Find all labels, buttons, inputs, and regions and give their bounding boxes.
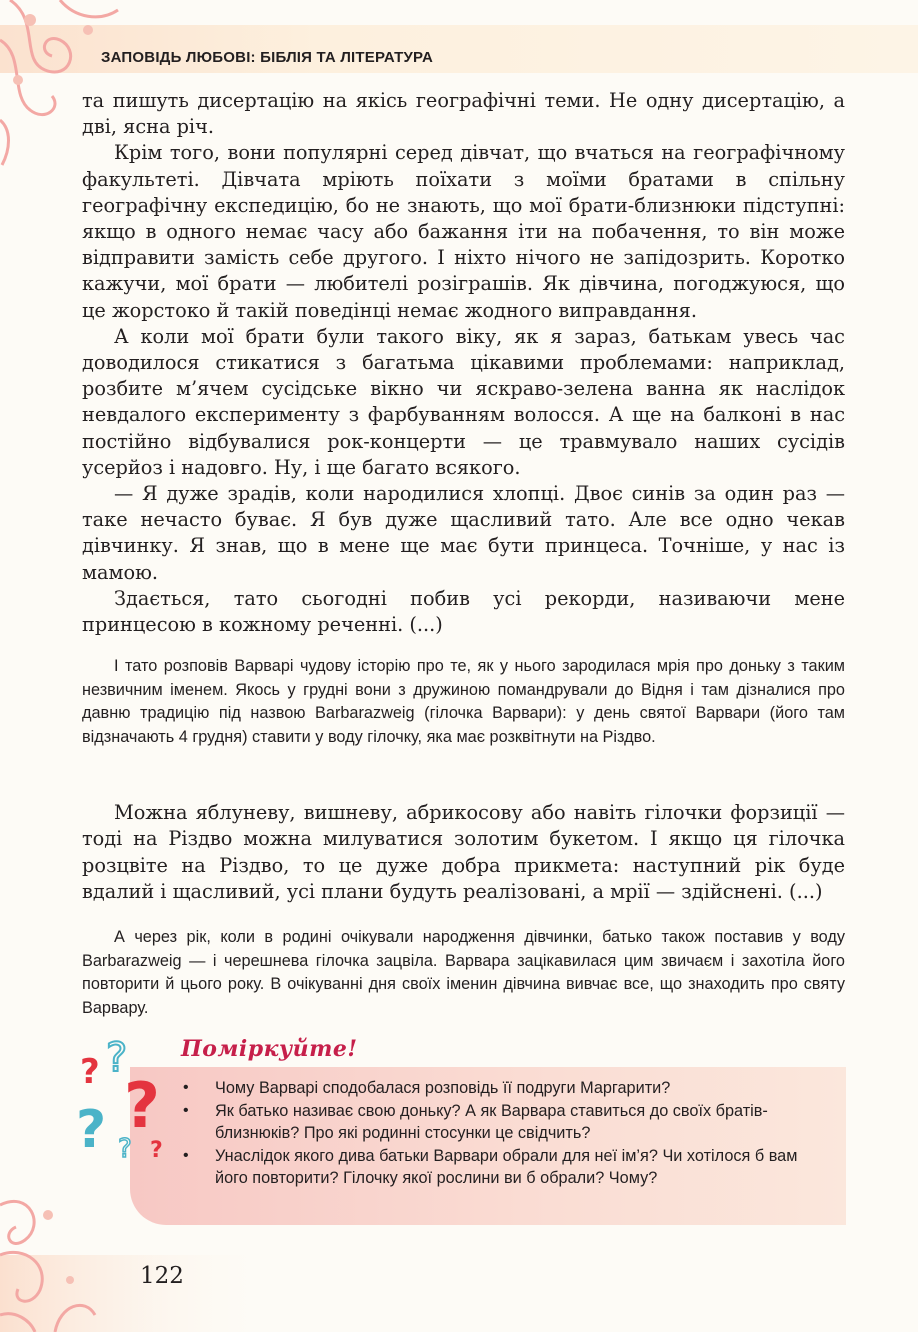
question-text: Чому Варварі сподобалася розповідь її подруги Маргарити?	[215, 1079, 671, 1097]
page-number: 122	[140, 1263, 184, 1289]
paragraph: Крім того, вони популярні серед дівчат, що вчаться на географічному факультеті. Дівчата мріють поїхати з моїми братами в спільну географічну експедицію, бо не знають, що мої брати-близнюки підступні: якщо в одного немає часу або бажання іти на побачення, то він може відправити замість себе другого. І ніхто нічого не запідозрить. Коротко кажучи, мої брати — любителі розіграшів. Як дівчина, погоджуюся, що це жорстоко й такій поведінці немає жодного виправдання.	[82, 141, 845, 322]
narrative-note	[82, 926, 845, 1020]
svg-text:?: ?	[106, 1035, 128, 1081]
bullet: •	[183, 1079, 189, 1096]
question-text: Унаслідок якого дива батьки Варвари обрали для неї ім’я? Чи хотілося б вам його повторити? Гілочку якої рослини ви б обрали? Чому?	[215, 1146, 798, 1188]
note-text: А через рік, коли в родині очікували народження дівчинки, батько також поставив у воду Barbarazweig — і черешнева гілочка зацвіла. Варвара зацікавилася цим звичаєм і захотіла його повторити й цього року. В очікуванні дня своїх іменин дівчина вивчає все, що знаходить про святу Варвару.	[82, 928, 845, 1017]
running-head: ЗАПОВІДЬ ЛЮБОВІ: БІБЛІЯ ТА ЛІТЕРАТУРА	[101, 49, 433, 66]
paragraph: Можна яблуневу, вишневу, абрикосову або навіть гілочки форзиції — тоді на Різдво можна милуватися золотим букетом. І якщо ця гілочка розцвіте на Різдво, то це дуже добра прикмета: наступний рік буде вдалий і щасливий, усі плани будуть реалізовані, а мрії — здійснені. (...)	[82, 801, 845, 903]
paragraph: та пишуть дисертацію на якісь географічні теми. Не одну дисертацію, а дві, ясна річ.	[82, 89, 845, 139]
bullet: •	[183, 1146, 189, 1164]
paragraph: Здається, тато сьогодні побив усі рекорди, називаючи мене принцесою в кожному реченні. (...)	[82, 586, 845, 637]
question-marks-icon	[72, 1035, 187, 1160]
think-title: Поміркуйте!	[181, 1036, 358, 1062]
question-item	[181, 1077, 831, 1100]
question-item	[181, 1145, 831, 1190]
svg-text:?: ?	[124, 1069, 160, 1142]
narrative-note	[82, 655, 845, 749]
main-text-continued	[82, 800, 845, 905]
question-text: Як батько називає свою доньку? А як Варвара ставиться до своїх братів-близнюків? Про які родинні стосунки це свідчить?	[215, 1101, 768, 1143]
bullet: •	[183, 1101, 189, 1119]
svg-text:?: ?	[80, 1052, 100, 1092]
question-list	[181, 1077, 831, 1190]
svg-text:?: ?	[76, 1100, 107, 1160]
main-text	[82, 88, 845, 638]
svg-text:?: ?	[118, 1134, 132, 1160]
question-item	[181, 1100, 831, 1145]
note-text: І тато розповів Варварі чудову історію про те, як у нього зародилася мрія про доньку з таким незвичним іменем. Якось у грудні вони з дружиною помандрували до Відня і там дізналися про давню традицію під назвою Barbarazweig (гілочка Варвари): у день святої Варвари (його там відзначають 4 грудня) ставити у воду гілочку, яка має розквітнути на Різдво.	[82, 657, 845, 746]
floral-ornament-bottom-icon	[0, 1185, 260, 1332]
svg-text:?: ?	[150, 1138, 163, 1160]
dialogue-paragraph: — Я дуже зрадів, коли народилися хлопці. Двоє синів за один раз — таке нечасто буває. Я був дуже щасливий тато. Але все одно чекав дівчинку. Я знав, що в мене ще має бути принцеса. Точніше, у нас із мамою.	[82, 482, 845, 584]
paragraph: А коли мої брати були такого віку, як я зараз, батькам увесь час доводилося стикатися з багатьма цікавими проблемами: наприклад, розбите м’ячем сусідське вікно чи яскраво-зелена ванна як наслідок невдалого експерименту з фарбуванням волосся. А ще на балконі в нас постійно відбувалися рок-концерти — це травмувало наших сусідів усерйоз і надовго. Ну, і ще багато всякого.	[82, 324, 845, 479]
